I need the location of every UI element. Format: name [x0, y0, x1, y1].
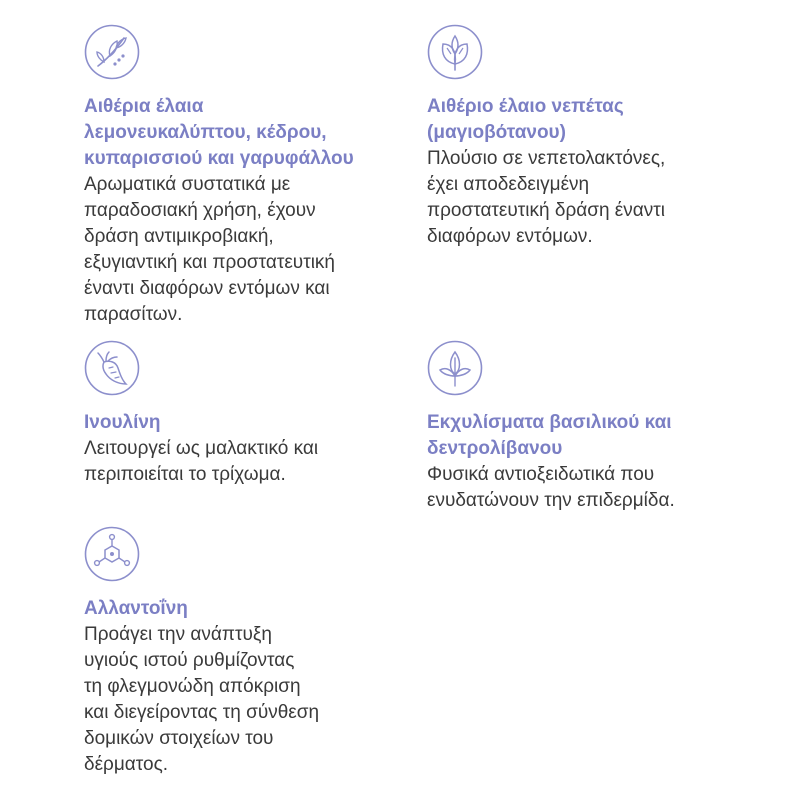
ingredient-item	[427, 24, 747, 250]
root-vegetable-icon	[84, 340, 140, 396]
ingredient-item	[427, 340, 747, 514]
ingredient-description: Φυσικά αντιοξειδωτικά που ενυδατώνουν την επιδερμίδα.	[427, 464, 675, 511]
ingredient-item	[84, 340, 404, 488]
ingredient-item	[84, 24, 404, 328]
ingredient-title: Αλλαντοΐνη	[84, 598, 188, 619]
ingredient-title: Αιθέρια έλαια λεμονευκαλύπτου, κέδρου, κυπαρισσιού και γαρυφάλλου	[84, 96, 354, 169]
ingredient-title: Εκχυλίσματα βασιλικού και δεντρολίβανου	[427, 412, 672, 459]
ingredient-title: Αιθέριο έλαιο νεπέτας (μαγιοβότανου)	[427, 96, 624, 143]
ingredient-description: Προάγει την ανάπτυξη υγιούς ιστού ρυθμίζοντας τη φλεγμονώδη απόκριση και διεγείροντας τη σύνθεση δομικών στοιχείων του δέρματος.	[84, 624, 320, 775]
ingredient-description: Πλούσιο σε νεπετολακτόνες, έχει αποδεδειγμένη προστατευτική δράση έναντι διαφόρων εντόμων.	[427, 148, 666, 247]
ingredient-title: Ινουλίνη	[84, 412, 161, 433]
ingredient-item	[84, 526, 404, 778]
molecule-icon	[84, 526, 140, 582]
ingredient-description: Αρωματικά συστατικά με παραδοσιακή χρήση, έχουν δράση αντιμικροβιακή, εξυγιαντική και προστατευτική έναντι διαφόρων εντόμων και παρασίτων.	[84, 174, 335, 325]
basil-leaves-icon	[427, 340, 483, 396]
catnip-leaves-icon	[427, 24, 483, 80]
leaf-branch-icon	[84, 24, 140, 80]
ingredient-description: Λειτουργεί ως μαλακτικό και περιποιείται το τρίχωμα.	[84, 438, 319, 485]
